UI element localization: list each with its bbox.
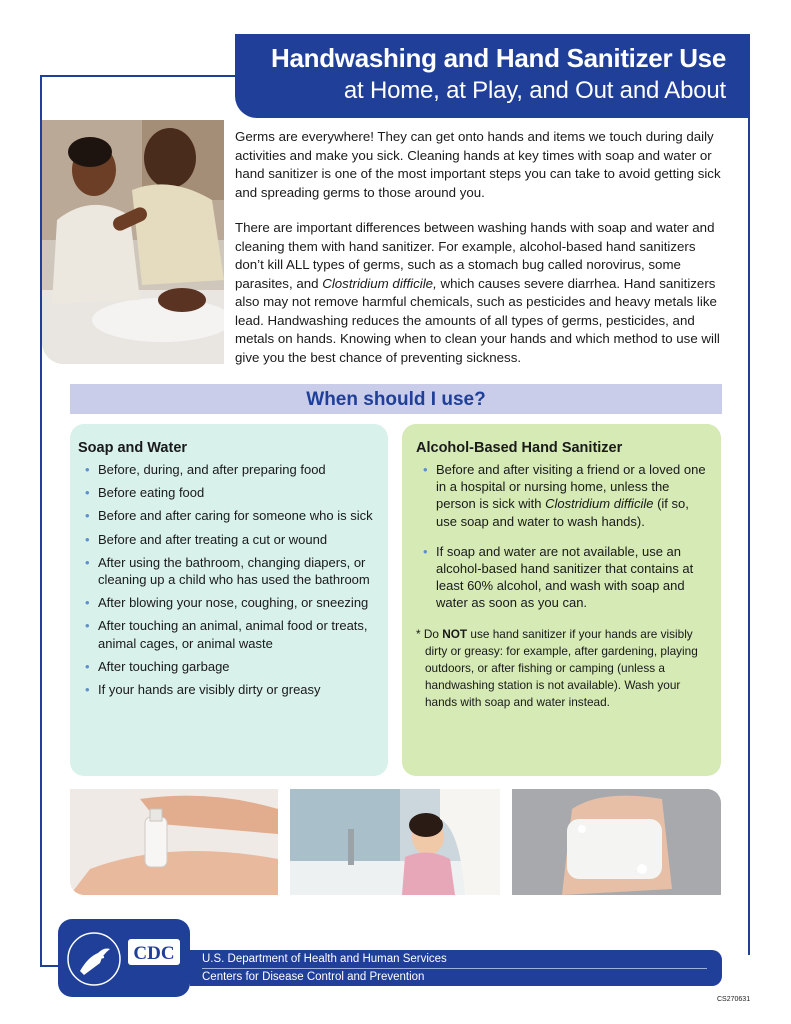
bullet-icon: •	[85, 658, 90, 674]
photo-soap-bar-hands	[512, 789, 721, 895]
intro-text	[235, 128, 725, 384]
hand-sanitizer-panel	[402, 424, 721, 776]
sanitizer-warning-note: * Do NOT use hand sanitizer if your hands are visibly dirty or greasy: for example, after gardening, playing outdoors, or after fishing or camping (unless a handwashing station is not available). Wash your hands with soap and water instead.	[416, 626, 698, 710]
hand-sanitizer-list	[416, 461, 711, 612]
footer-bar	[190, 950, 722, 986]
photo-girl-at-sink	[290, 789, 500, 895]
intro-paragraph-2	[235, 219, 725, 367]
list-item: • After touching garbage	[85, 658, 230, 674]
bullet-icon: •	[85, 618, 90, 634]
bullet-icon: •	[85, 531, 90, 547]
page-frame-bottom	[40, 965, 60, 967]
bullet-icon: •	[85, 554, 90, 570]
page-subtitle: at Home, at Play, and Out and About	[343, 77, 726, 104]
agency-name: Centers for Disease Control and Prevention	[202, 971, 425, 983]
list-item: • After using the bathroom, changing diapers, or cleaning up a child who has used the bathroom	[85, 554, 370, 588]
hhs-logo-box	[58, 919, 190, 997]
page-frame-top	[40, 75, 235, 77]
intro-p2-text: There are important differences between washing hands with soap and water and cleaning them with hand sanitizer. For example, alcohol-based hand sanitizers don’t kill ALL types of germs, such as a stomach bug called norovirus, some parasites, and	[235, 220, 715, 291]
page-title: Handwashing and Hand Sanitizer Use	[271, 43, 726, 73]
soap-and-water-heading: Soap and Water	[78, 440, 188, 456]
list-item: • Before and after treating a cut or wound	[85, 531, 328, 547]
photo-sanitizer-pump	[70, 789, 278, 895]
bullet-icon: •	[85, 595, 90, 611]
list-item: • After blowing your nose, coughing, or sneezing	[85, 595, 369, 611]
hhs-eagle-seal-icon	[68, 933, 120, 985]
bullet-icon: •	[423, 543, 428, 559]
list-item: • If soap and water are not available, use an alcohol-based hand sanitizer that contains at least 60% alcohol, and wash with soap and water as soon as you can.	[423, 543, 694, 611]
soap-and-water-list	[78, 461, 378, 698]
title-banner	[235, 34, 750, 118]
list-item: • If your hands are visibly dirty or greasy	[85, 682, 321, 698]
page-frame-right	[748, 35, 750, 955]
document-code: CS270631	[717, 996, 751, 1003]
cdc-logo-text: CDC	[133, 943, 175, 964]
list-item: • Before and after visiting a friend or a loved one in a hospital or nursing home, unless the person is sick with Clostridium difficile (if so, use soap and water to wash hands).	[423, 462, 706, 529]
section-heading: When should I use?	[70, 384, 722, 414]
bullet-icon: •	[85, 485, 90, 501]
hand-sanitizer-heading: Alcohol-Based Hand Sanitizer	[416, 440, 623, 456]
department-name: U.S. Department of Health and Human Services	[202, 953, 447, 965]
list-item: • Before eating food	[85, 485, 205, 501]
bullet-icon: •	[85, 682, 90, 698]
intro-paragraph-1: Germs are everywhere! They can get onto hands and items we touch during daily activities and make you sick. Cleaning hands at key times with soap and water or hand sanitizer is one of the most important steps you can take to avoid getting sick and spreading germs to those around you.	[235, 129, 721, 200]
list-item: • Before, during, and after preparing food	[85, 462, 326, 477]
cdc-logo-icon	[128, 939, 180, 965]
intro-p2-text-end: which causes severe diarrhea. Hand sanitizers also may not remove harmful chemicals, such as pesticides and heavy metals like lead. Handwashing reduces the amounts of all types of germs, pesticides, and metals on hands. Knowing when to clean your hands and which method to use will give you the best chance of preventing sickness.	[235, 275, 720, 365]
bullet-icon: •	[85, 462, 90, 477]
photo-father-child-handwashing	[42, 120, 224, 364]
bullet-icon: •	[85, 508, 90, 524]
intro-p2-italic: Clostridium difficile,	[322, 275, 437, 291]
bullet-icon: •	[423, 462, 428, 477]
list-item: • Before and after caring for someone who is sick	[85, 508, 373, 524]
list-item: • After touching an animal, animal food or treats, animal cages, or animal waste	[85, 618, 368, 651]
footer-divider	[202, 968, 707, 969]
soap-and-water-panel	[70, 424, 388, 776]
